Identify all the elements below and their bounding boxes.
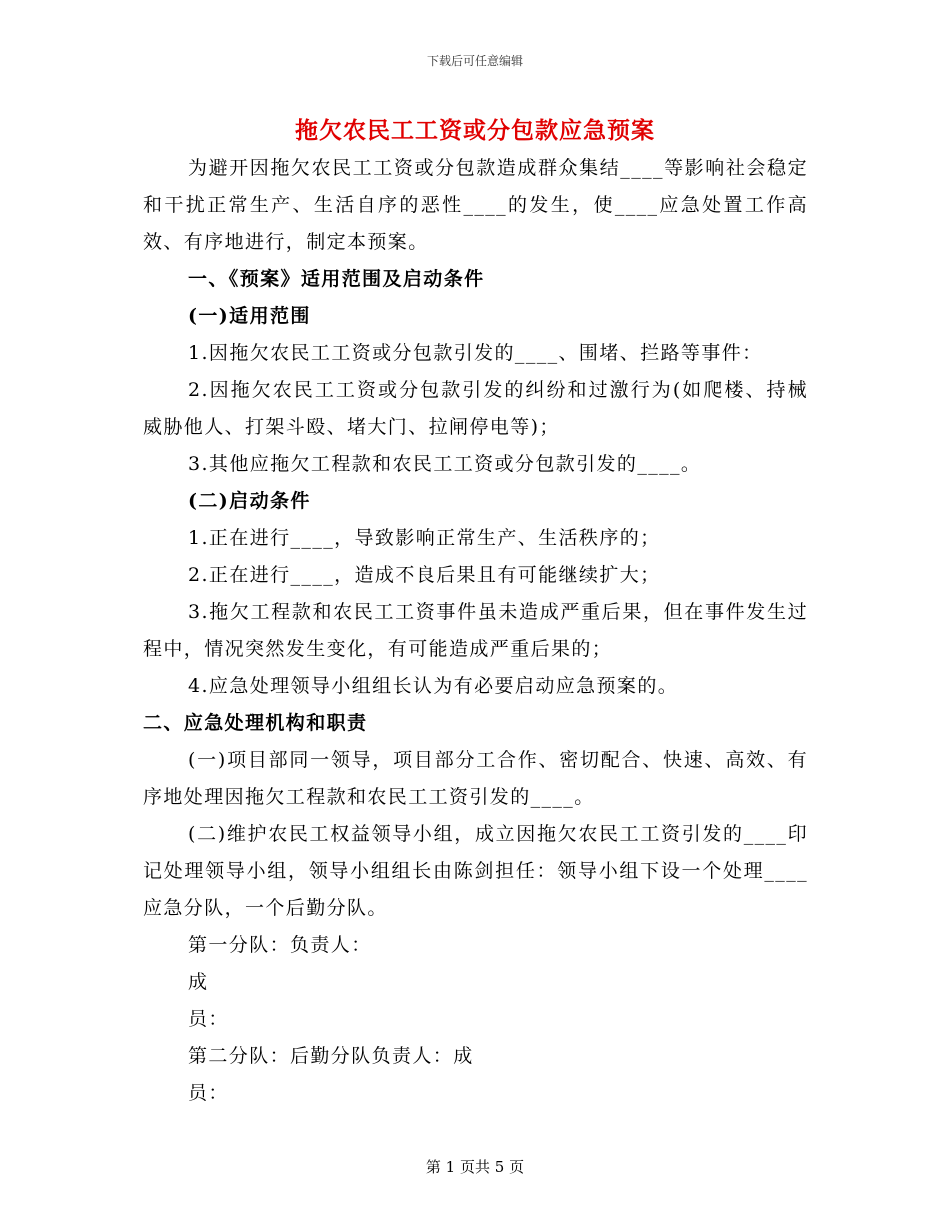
team-2-members-line: 员： — [188, 1082, 229, 1104]
section-heading-2: 二、应急处理机构和职责 — [143, 712, 368, 734]
org-paragraph-2: (二)维护农民工权益领导小组，成立因拖欠农民工工资引发的____印记处理领导小组，领导小组组长由陈剑担任：领导小组下设一个处理____应急分队，一个后勤分队。 — [143, 823, 808, 919]
page-footer: 第 1 页共 5 页 — [425, 1158, 525, 1176]
scope-item-1: 1.因拖欠农民工工资或分包款引发的____、围堵、拦路等事件： — [188, 342, 763, 364]
org-paragraph-1: (一)项目部同一领导，项目部分工合作、密切配合、快速、高效、有序地处理因拖欠工程款和农民工工资引发的____。 — [143, 749, 808, 808]
intro-paragraph: 为避开因拖欠农民工工资或分包款造成群众集结____等影响社会稳定和干扰正常生产、生活自序的恶性____的发生，使____应急处置工作高效、有序地进行，制定本预案。 — [143, 157, 808, 253]
condition-item-1: 1.正在进行____，导致影响正常生产、生活秩序的； — [188, 527, 661, 549]
section-heading-1: 一、《预案》适用范围及启动条件 — [188, 268, 485, 290]
condition-item-3: 3.拖欠工程款和农民工工资事件虽未造成严重后果，但在事件发生过程中，情况突然发生变化，有可能造成严重后果的； — [143, 601, 808, 660]
condition-item-2: 2.正在进行____，造成不良后果且有可能继续扩大； — [188, 564, 661, 586]
page-header: 下载后可任意编辑 — [426, 54, 523, 68]
scope-item-2: 2.因拖欠农民工工资或分包款引发的纠纷和过激行为(如爬楼、持械威胁他人、打架斗殴、堵大门、拉闸停电等)； — [143, 379, 808, 438]
team-1-line: 第一分队：负责人： — [188, 934, 372, 956]
condition-item-4: 4.应急处理领导小组组长认为有必要启动应急预案的。 — [188, 675, 679, 697]
subsection-heading-scope: (一)适用范围 — [188, 305, 311, 327]
team-1-members-line-b: 员： — [188, 1008, 229, 1030]
team-1-members-line-a: 成 — [188, 971, 209, 993]
team-2-line: 第二分队：后勤分队负责人：成 — [188, 1045, 474, 1067]
subsection-heading-conditions: (二)启动条件 — [188, 490, 311, 512]
document-body — [143, 150, 808, 1112]
document-title: 拖欠农民工工资或分包款应急预案 — [295, 117, 655, 144]
scope-item-3: 3.其他应拖欠工程款和农民工工资或分包款引发的____。 — [188, 453, 702, 475]
